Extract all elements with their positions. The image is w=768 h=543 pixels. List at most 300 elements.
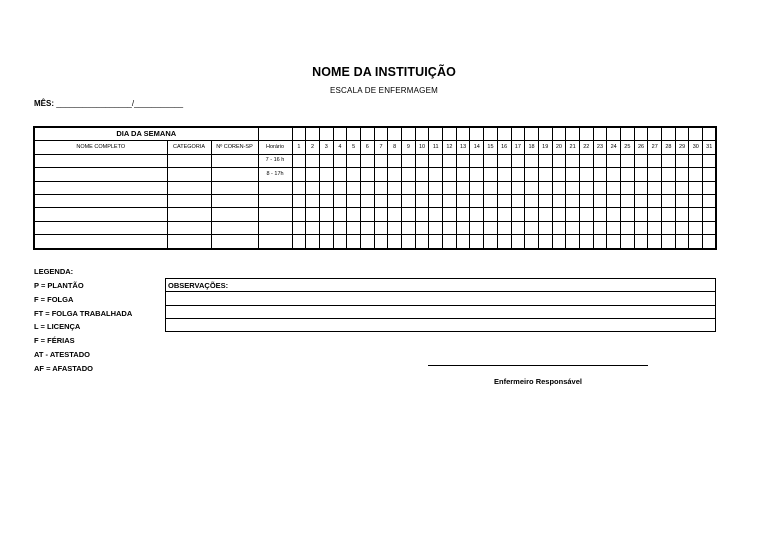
day-cell bbox=[415, 208, 429, 221]
day-cell bbox=[484, 194, 498, 207]
legend-item: F = FOLGA bbox=[34, 294, 74, 304]
day-cell bbox=[648, 194, 662, 207]
day-cell bbox=[566, 235, 580, 249]
weekday-cell bbox=[484, 127, 498, 141]
day-cell bbox=[292, 181, 306, 194]
day-cell bbox=[443, 154, 457, 167]
day-cell bbox=[689, 181, 703, 194]
day-cell bbox=[525, 181, 539, 194]
day-cell bbox=[662, 235, 676, 249]
weekday-cell bbox=[607, 127, 621, 141]
day-cell bbox=[607, 181, 621, 194]
day-cell bbox=[579, 208, 593, 221]
day-cell bbox=[511, 221, 525, 234]
day-cell bbox=[306, 181, 320, 194]
day-cell bbox=[497, 194, 511, 207]
weekday-header: DIA DA SEMANA bbox=[34, 127, 258, 141]
day-cell bbox=[648, 154, 662, 167]
day-cell bbox=[538, 154, 552, 167]
day-number: 27 bbox=[648, 141, 662, 154]
day-number: 26 bbox=[634, 141, 648, 154]
day-cell bbox=[374, 154, 388, 167]
shift-cell bbox=[258, 181, 292, 194]
day-cell bbox=[360, 194, 374, 207]
day-cell bbox=[607, 235, 621, 249]
day-cell bbox=[621, 194, 635, 207]
day-cell bbox=[538, 194, 552, 207]
day-cell bbox=[579, 168, 593, 181]
day-cell bbox=[402, 235, 416, 249]
day-cell bbox=[607, 194, 621, 207]
day-number: 19 bbox=[538, 141, 552, 154]
day-cell bbox=[648, 208, 662, 221]
day-cell bbox=[675, 168, 689, 181]
day-number: 13 bbox=[456, 141, 470, 154]
day-cell bbox=[566, 181, 580, 194]
weekday-cell bbox=[306, 127, 320, 141]
day-cell bbox=[415, 168, 429, 181]
day-cell bbox=[470, 208, 484, 221]
day-cell bbox=[675, 181, 689, 194]
day-cell bbox=[292, 154, 306, 167]
day-cell bbox=[675, 235, 689, 249]
day-cell bbox=[470, 181, 484, 194]
day-cell bbox=[443, 194, 457, 207]
weekday-cell bbox=[662, 127, 676, 141]
column-header-category: CATEGORIA bbox=[167, 141, 211, 154]
weekday-cell bbox=[675, 127, 689, 141]
weekday-cell bbox=[333, 127, 347, 141]
day-cell bbox=[593, 154, 607, 167]
day-cell bbox=[538, 181, 552, 194]
column-header-row bbox=[34, 141, 716, 154]
day-number: 11 bbox=[429, 141, 443, 154]
legend-title: LEGENDA: bbox=[34, 267, 74, 276]
day-cell bbox=[484, 181, 498, 194]
day-cell bbox=[292, 221, 306, 234]
day-cell bbox=[566, 154, 580, 167]
day-cell bbox=[484, 168, 498, 181]
day-number: 15 bbox=[484, 141, 498, 154]
weekday-cell bbox=[292, 127, 306, 141]
day-cell bbox=[388, 208, 402, 221]
shift-cell: 7 - 16 h bbox=[258, 154, 292, 167]
legend-item: P = PLANTÃO bbox=[34, 281, 84, 290]
day-cell bbox=[347, 154, 361, 167]
weekday-cell bbox=[689, 127, 703, 141]
day-cell bbox=[648, 221, 662, 234]
coren-cell bbox=[211, 181, 258, 194]
name-cell bbox=[34, 154, 167, 167]
day-cell bbox=[333, 181, 347, 194]
day-cell bbox=[703, 208, 717, 221]
day-cell bbox=[621, 235, 635, 249]
observations-table bbox=[165, 278, 716, 332]
weekday-row bbox=[34, 127, 716, 141]
day-cell bbox=[703, 154, 717, 167]
table-row bbox=[34, 168, 716, 181]
day-cell bbox=[333, 208, 347, 221]
day-cell bbox=[347, 221, 361, 234]
day-cell bbox=[538, 208, 552, 221]
day-cell bbox=[525, 168, 539, 181]
day-cell bbox=[306, 221, 320, 234]
day-cell bbox=[593, 181, 607, 194]
day-cell bbox=[511, 168, 525, 181]
day-cell bbox=[662, 168, 676, 181]
shift-cell bbox=[258, 194, 292, 207]
day-cell bbox=[456, 235, 470, 249]
day-cell bbox=[402, 221, 416, 234]
weekday-cell bbox=[456, 127, 470, 141]
day-cell bbox=[593, 168, 607, 181]
weekday-cell bbox=[415, 127, 429, 141]
day-cell bbox=[374, 181, 388, 194]
day-cell bbox=[621, 221, 635, 234]
category-cell bbox=[167, 168, 211, 181]
table-row bbox=[34, 181, 716, 194]
day-cell bbox=[360, 154, 374, 167]
day-cell bbox=[470, 221, 484, 234]
day-cell bbox=[538, 168, 552, 181]
day-cell bbox=[319, 221, 333, 234]
weekday-cell bbox=[538, 127, 552, 141]
day-cell bbox=[579, 181, 593, 194]
day-cell bbox=[374, 168, 388, 181]
day-cell bbox=[593, 208, 607, 221]
day-cell bbox=[388, 181, 402, 194]
day-cell bbox=[484, 154, 498, 167]
day-cell bbox=[429, 235, 443, 249]
day-cell bbox=[538, 235, 552, 249]
day-cell bbox=[552, 194, 566, 207]
coren-cell bbox=[211, 168, 258, 181]
day-cell bbox=[470, 154, 484, 167]
weekday-cell bbox=[347, 127, 361, 141]
day-number: 23 bbox=[593, 141, 607, 154]
day-cell bbox=[415, 181, 429, 194]
legend-item: L = LICENÇA bbox=[34, 322, 81, 332]
day-cell bbox=[443, 168, 457, 181]
day-cell bbox=[333, 168, 347, 181]
day-cell bbox=[607, 168, 621, 181]
day-cell bbox=[306, 168, 320, 181]
weekday-cell bbox=[429, 127, 443, 141]
month-label: MÊS: bbox=[34, 99, 54, 108]
column-header-schedule: Horário bbox=[258, 141, 292, 154]
day-cell bbox=[662, 154, 676, 167]
day-cell bbox=[662, 194, 676, 207]
day-number: 5 bbox=[347, 141, 361, 154]
category-cell bbox=[167, 181, 211, 194]
day-number: 24 bbox=[607, 141, 621, 154]
day-cell bbox=[497, 221, 511, 234]
weekday-cell bbox=[634, 127, 648, 141]
schedule-table bbox=[33, 126, 717, 250]
day-cell bbox=[319, 181, 333, 194]
day-cell bbox=[415, 194, 429, 207]
day-number: 22 bbox=[579, 141, 593, 154]
day-cell bbox=[429, 221, 443, 234]
observation-line bbox=[166, 292, 716, 305]
day-cell bbox=[566, 221, 580, 234]
weekday-cell bbox=[566, 127, 580, 141]
day-cell bbox=[552, 208, 566, 221]
day-cell bbox=[552, 181, 566, 194]
day-number: 8 bbox=[388, 141, 402, 154]
day-number: 7 bbox=[374, 141, 388, 154]
day-number: 14 bbox=[470, 141, 484, 154]
day-cell bbox=[470, 235, 484, 249]
day-cell bbox=[689, 168, 703, 181]
day-cell bbox=[443, 208, 457, 221]
day-cell bbox=[388, 154, 402, 167]
legend-item: AF = AFASTADO bbox=[34, 363, 93, 373]
coren-cell bbox=[211, 194, 258, 207]
day-cell bbox=[634, 194, 648, 207]
coren-cell bbox=[211, 208, 258, 221]
day-cell bbox=[648, 181, 662, 194]
day-number: 12 bbox=[443, 141, 457, 154]
day-cell bbox=[456, 168, 470, 181]
day-cell bbox=[511, 194, 525, 207]
month-field bbox=[34, 99, 183, 108]
day-cell bbox=[402, 181, 416, 194]
day-cell bbox=[662, 221, 676, 234]
day-cell bbox=[497, 235, 511, 249]
day-cell bbox=[579, 235, 593, 249]
day-cell bbox=[388, 168, 402, 181]
day-cell bbox=[703, 221, 717, 234]
day-cell bbox=[579, 154, 593, 167]
day-cell bbox=[443, 235, 457, 249]
day-cell bbox=[497, 168, 511, 181]
day-cell bbox=[415, 154, 429, 167]
day-cell bbox=[306, 194, 320, 207]
column-header-name: NOME COMPLETO bbox=[34, 141, 167, 154]
day-cell bbox=[511, 235, 525, 249]
day-cell bbox=[525, 208, 539, 221]
day-number: 17 bbox=[511, 141, 525, 154]
weekday-cell bbox=[443, 127, 457, 141]
day-cell bbox=[319, 194, 333, 207]
observations-label: OBSERVAÇÕES: bbox=[166, 279, 716, 292]
day-cell bbox=[347, 208, 361, 221]
observation-line bbox=[166, 318, 716, 331]
day-cell bbox=[388, 235, 402, 249]
weekday-cell bbox=[374, 127, 388, 141]
day-number: 10 bbox=[415, 141, 429, 154]
day-cell bbox=[497, 181, 511, 194]
day-cell bbox=[607, 208, 621, 221]
day-cell bbox=[360, 235, 374, 249]
day-cell bbox=[675, 194, 689, 207]
coren-cell bbox=[211, 154, 258, 167]
shift-cell bbox=[258, 208, 292, 221]
day-cell bbox=[456, 194, 470, 207]
name-cell bbox=[34, 235, 167, 249]
day-cell bbox=[374, 208, 388, 221]
weekday-cell bbox=[703, 127, 717, 141]
day-cell bbox=[675, 154, 689, 167]
day-cell bbox=[470, 168, 484, 181]
day-cell bbox=[415, 235, 429, 249]
day-cell bbox=[306, 154, 320, 167]
day-number: 16 bbox=[497, 141, 511, 154]
day-cell bbox=[347, 194, 361, 207]
name-cell bbox=[34, 181, 167, 194]
weekday-cell bbox=[525, 127, 539, 141]
day-cell bbox=[443, 181, 457, 194]
table-row bbox=[34, 154, 716, 167]
day-number: 2 bbox=[306, 141, 320, 154]
day-cell bbox=[347, 168, 361, 181]
table-row bbox=[34, 208, 716, 221]
day-cell bbox=[634, 168, 648, 181]
day-number: 21 bbox=[566, 141, 580, 154]
day-cell bbox=[497, 154, 511, 167]
day-cell bbox=[703, 168, 717, 181]
day-number: 3 bbox=[319, 141, 333, 154]
day-cell bbox=[703, 235, 717, 249]
legend-item: AT - ATESTADO bbox=[34, 350, 90, 359]
day-number: 30 bbox=[689, 141, 703, 154]
day-cell bbox=[662, 181, 676, 194]
month-blank-line: _________________/___________ bbox=[56, 99, 184, 108]
day-number: 18 bbox=[525, 141, 539, 154]
weekday-cell bbox=[360, 127, 374, 141]
day-cell bbox=[360, 221, 374, 234]
day-cell bbox=[429, 208, 443, 221]
day-cell bbox=[497, 208, 511, 221]
day-cell bbox=[525, 235, 539, 249]
column-header-coren: Nº COREN-SP bbox=[211, 141, 258, 154]
day-cell bbox=[360, 208, 374, 221]
weekday-cell bbox=[621, 127, 635, 141]
day-cell bbox=[429, 194, 443, 207]
weekday-cell bbox=[470, 127, 484, 141]
day-cell bbox=[333, 221, 347, 234]
day-cell bbox=[484, 221, 498, 234]
day-cell bbox=[648, 168, 662, 181]
day-number: 31 bbox=[703, 141, 717, 154]
day-cell bbox=[703, 181, 717, 194]
name-cell bbox=[34, 194, 167, 207]
day-cell bbox=[511, 154, 525, 167]
day-cell bbox=[525, 194, 539, 207]
day-cell bbox=[634, 181, 648, 194]
day-cell bbox=[648, 235, 662, 249]
day-cell bbox=[292, 168, 306, 181]
day-cell bbox=[634, 235, 648, 249]
weekday-cell bbox=[319, 127, 333, 141]
name-cell bbox=[34, 221, 167, 234]
shift-cell bbox=[258, 221, 292, 234]
day-cell bbox=[319, 168, 333, 181]
day-cell bbox=[525, 221, 539, 234]
category-cell bbox=[167, 221, 211, 234]
day-cell bbox=[360, 181, 374, 194]
day-cell bbox=[306, 208, 320, 221]
day-cell bbox=[333, 235, 347, 249]
day-cell bbox=[456, 208, 470, 221]
day-cell bbox=[374, 221, 388, 234]
day-cell bbox=[675, 221, 689, 234]
weekday-cell bbox=[648, 127, 662, 141]
day-cell bbox=[607, 221, 621, 234]
day-cell bbox=[484, 208, 498, 221]
day-cell bbox=[292, 194, 306, 207]
day-cell bbox=[333, 194, 347, 207]
weekday-cell bbox=[497, 127, 511, 141]
day-cell bbox=[319, 208, 333, 221]
day-cell bbox=[566, 208, 580, 221]
weekday-cell bbox=[579, 127, 593, 141]
day-cell bbox=[634, 208, 648, 221]
category-cell bbox=[167, 194, 211, 207]
day-cell bbox=[552, 221, 566, 234]
day-number: 6 bbox=[360, 141, 374, 154]
category-cell bbox=[167, 235, 211, 249]
day-cell bbox=[388, 221, 402, 234]
day-cell bbox=[703, 194, 717, 207]
document-subtitle: ESCALA DE ENFERMAGEM bbox=[329, 86, 439, 95]
day-cell bbox=[456, 221, 470, 234]
signature-line bbox=[428, 365, 648, 366]
day-cell bbox=[675, 208, 689, 221]
weekday-cell bbox=[511, 127, 525, 141]
day-cell bbox=[456, 154, 470, 167]
day-cell bbox=[689, 194, 703, 207]
day-cell bbox=[429, 181, 443, 194]
day-cell bbox=[484, 235, 498, 249]
day-cell bbox=[621, 181, 635, 194]
day-cell bbox=[689, 154, 703, 167]
weekday-cell bbox=[388, 127, 402, 141]
day-number: 1 bbox=[292, 141, 306, 154]
day-cell bbox=[621, 154, 635, 167]
day-cell bbox=[429, 168, 443, 181]
day-cell bbox=[607, 154, 621, 167]
day-cell bbox=[511, 181, 525, 194]
category-cell bbox=[167, 208, 211, 221]
day-cell bbox=[374, 194, 388, 207]
day-number: 28 bbox=[662, 141, 676, 154]
day-cell bbox=[402, 154, 416, 167]
day-cell bbox=[566, 194, 580, 207]
day-cell bbox=[470, 194, 484, 207]
day-cell bbox=[443, 221, 457, 234]
day-cell bbox=[374, 235, 388, 249]
table-row bbox=[34, 194, 716, 207]
day-cell bbox=[388, 194, 402, 207]
day-cell bbox=[347, 235, 361, 249]
day-cell bbox=[689, 208, 703, 221]
name-cell bbox=[34, 208, 167, 221]
category-cell bbox=[167, 154, 211, 167]
day-cell bbox=[415, 221, 429, 234]
day-cell bbox=[689, 221, 703, 234]
day-cell bbox=[634, 154, 648, 167]
day-cell bbox=[511, 208, 525, 221]
day-cell bbox=[566, 168, 580, 181]
day-cell bbox=[306, 235, 320, 249]
day-cell bbox=[402, 208, 416, 221]
day-cell bbox=[319, 154, 333, 167]
day-cell bbox=[538, 221, 552, 234]
day-number: 25 bbox=[621, 141, 635, 154]
day-cell bbox=[552, 168, 566, 181]
